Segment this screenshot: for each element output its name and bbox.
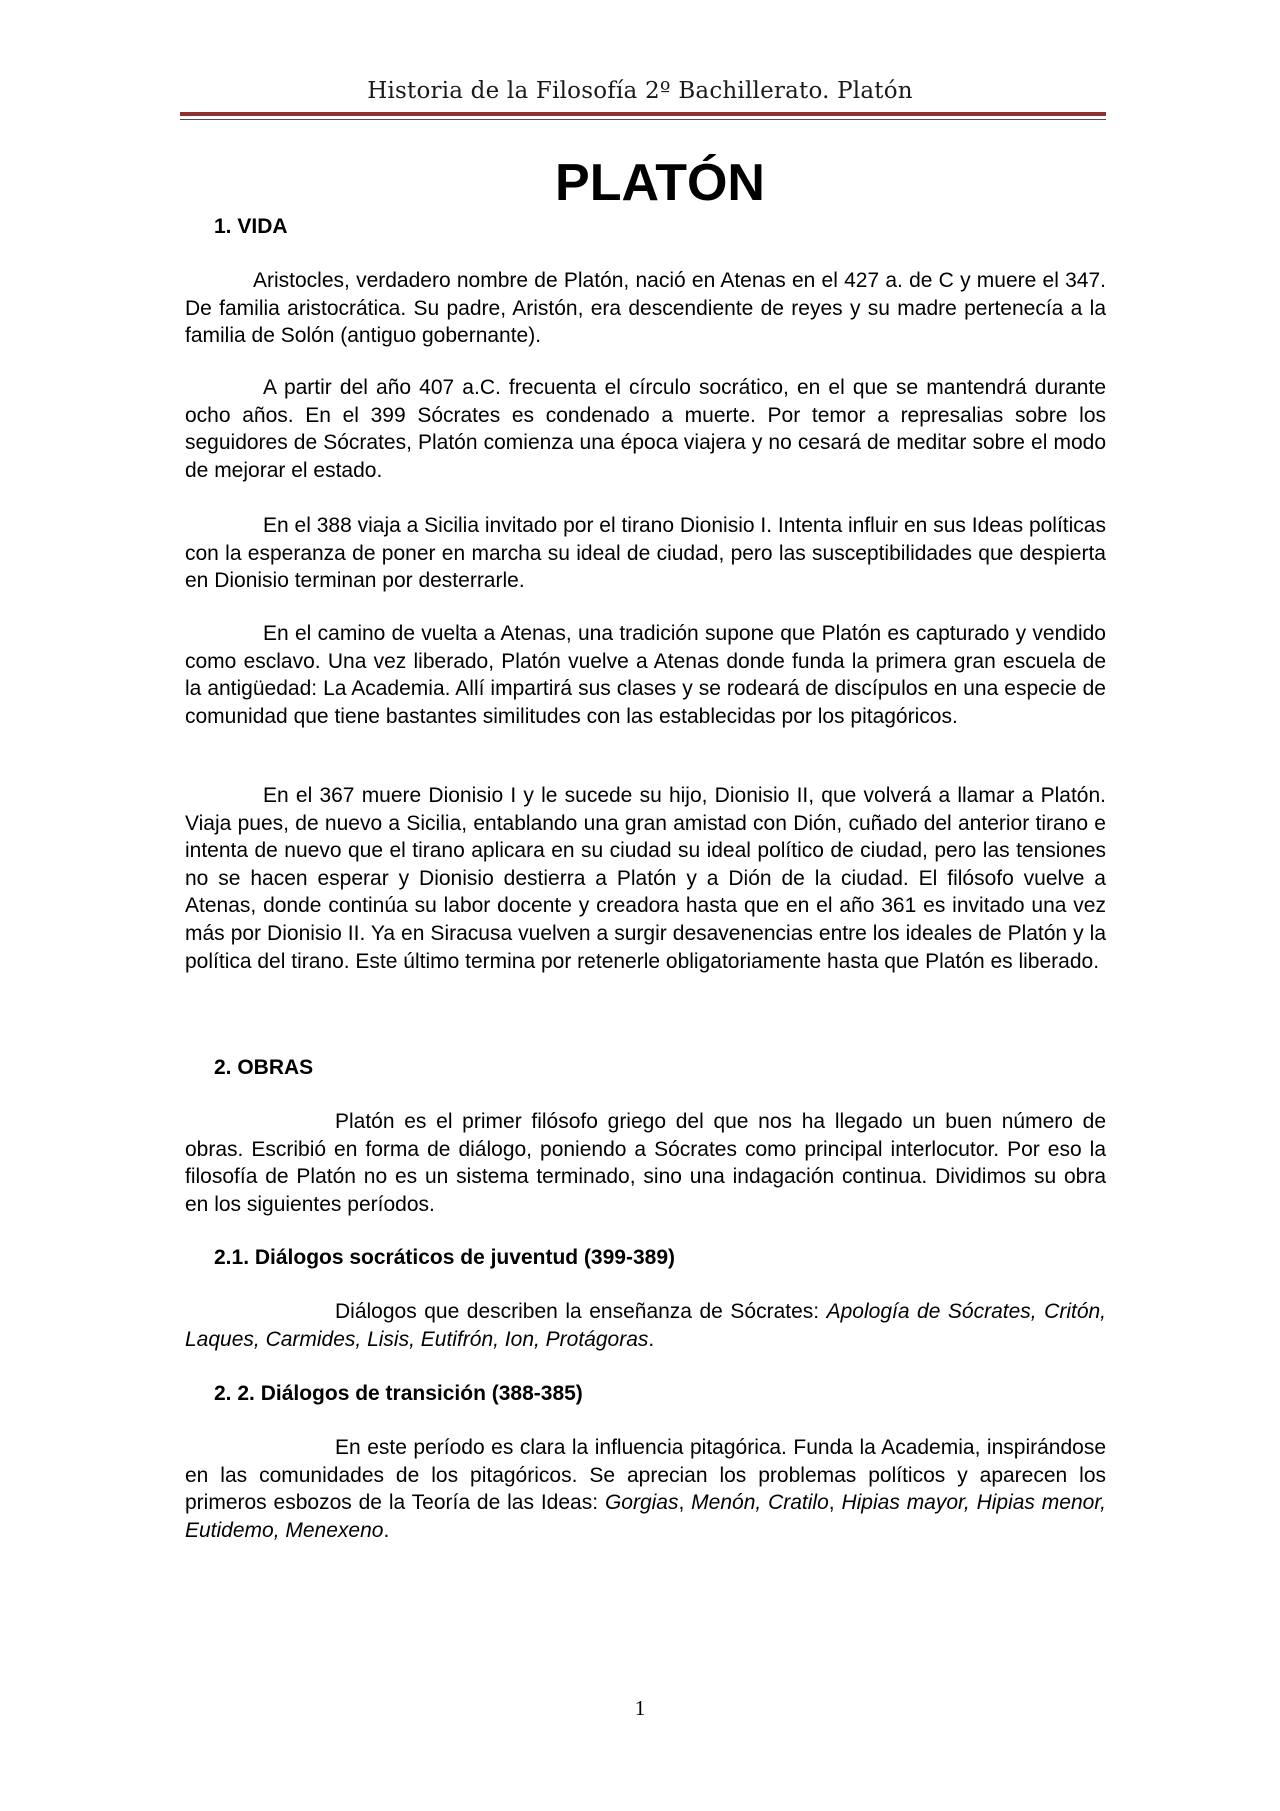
- header-rule-thick: [180, 112, 1106, 116]
- page-number: 1: [634, 1696, 646, 1720]
- paragraph-end: .: [383, 1518, 390, 1542]
- paragraph: En el 367 muere Dionisio I y le sucede su hijo, Dionisio II, que volverá a llamar a Platón. Viaja pues, de nuevo a Sicilia, entablando una gran amistad con Dión, cuñado del anterior tirano e intenta de nuevo que el tirano aplicara en su ciudad su ideal político de ciudad, pero las tensiones no se hacen esperar y Dionisio destierra a Platón y a Dión de la ciudad. El filósofo vuelve a Atenas, donde continúa su labor docente y creadora hasta que en el año 361 es invitado una vez más por Dionisio II. Ya en Siracusa vuelven a surgir desavenencias entre los ideales de Platón y la política del tirano. Este último termina por retenerle obligatoriamente hasta que Platón es liberado.: [185, 784, 1106, 973]
- works-list: Apología de Sócrates, Critón, Laques, Carmides, Lisis, Eutifrón, Ion, Protágoras: [185, 1300, 1107, 1351]
- paragraph: [185, 1298, 1106, 1353]
- paragraph: En el camino de vuelta a Atenas, una tradición supone que Platón es capturado y vendido como esclavo. Una vez liberado, Platón vuelve a Atenas donde funda la primera gran escuela de la antigüedad: La Academia. Allí impartirá sus clases y se rodeará de discípulos en una especie de comunidad que tiene bastantes similitudes con las establecidas por los pitagóricos.: [185, 622, 1106, 728]
- header-rule-thin: [180, 119, 1106, 120]
- paragraph-text: Diálogos que describen la enseñanza de Sócrates:: [335, 1300, 827, 1323]
- separator: ,: [678, 1491, 692, 1515]
- works-list: Menón, Cratilo: [691, 1491, 829, 1515]
- page-title: PLATÓN: [555, 154, 765, 212]
- works-list: Hipias mayor, Hipias menor, Eutidemo, Menexeno: [185, 1491, 1106, 1542]
- paragraph-text: En este período es clara la influencia pitagórica. Funda la Academia, inspirándose en las comunidades de los pitagóricos. Se aprecian los problemas políticos y aparecen los primeros esbozos de la Teoría de las Ideas:: [185, 1436, 1106, 1515]
- paragraph: Aristocles, verdadero nombre de Platón, nació en Atenas en el 427 a. de C y muere el 347. De familia aristocrática. Su padre, Aristón, era descendiente de reyes y su madre pertenecía a la familia de Solón (antiguo gobernante).: [185, 269, 1106, 348]
- work-title: Gorgias: [604, 1491, 679, 1515]
- section-heading-obras: 2. OBRAS: [214, 1056, 314, 1079]
- paragraph: [185, 1434, 1106, 1544]
- paragraph-end: .: [648, 1327, 655, 1351]
- paragraph: En el 388 viaja a Sicilia invitado por el tirano Dionisio I. Intenta influir en sus Ideas políticas con la esperanza de poner en marcha su ideal de ciudad, pero las susceptibilidades que despierta en Dionisio terminan por desterrarle.: [185, 514, 1106, 593]
- running-header: Historia de la Filosofía 2º Bachillerato. Platón: [367, 78, 913, 104]
- subsection-heading-transicion: 2. 2. Diálogos de transición (388-385): [214, 1382, 583, 1405]
- paragraph: A partir del año 407 a.C. frecuenta el círculo socrático, en el que se mantendrá durante ocho años. En el 399 Sócrates es condenado a muerte. Por temor a represalias sobre los seguidores de Sócrates, Platón comienza una época viajera y no cesará de meditar sobre el modo de mejorar el estado.: [185, 376, 1106, 482]
- subsection-heading-juventud: 2.1. Diálogos socráticos de juventud (399-389): [214, 1246, 675, 1269]
- section-heading-vida: 1. VIDA: [214, 215, 288, 238]
- separator: ,: [828, 1491, 842, 1515]
- paragraph: Platón es el primer filósofo griego del que nos ha llegado un buen número de obras. Escribió en forma de diálogo, poniendo a Sócrates como principal interlocutor. Por eso la filosofía de Platón no es un sistema terminado, sino una indagación continua. Dividimos su obra en los siguientes períodos.: [185, 1110, 1106, 1216]
